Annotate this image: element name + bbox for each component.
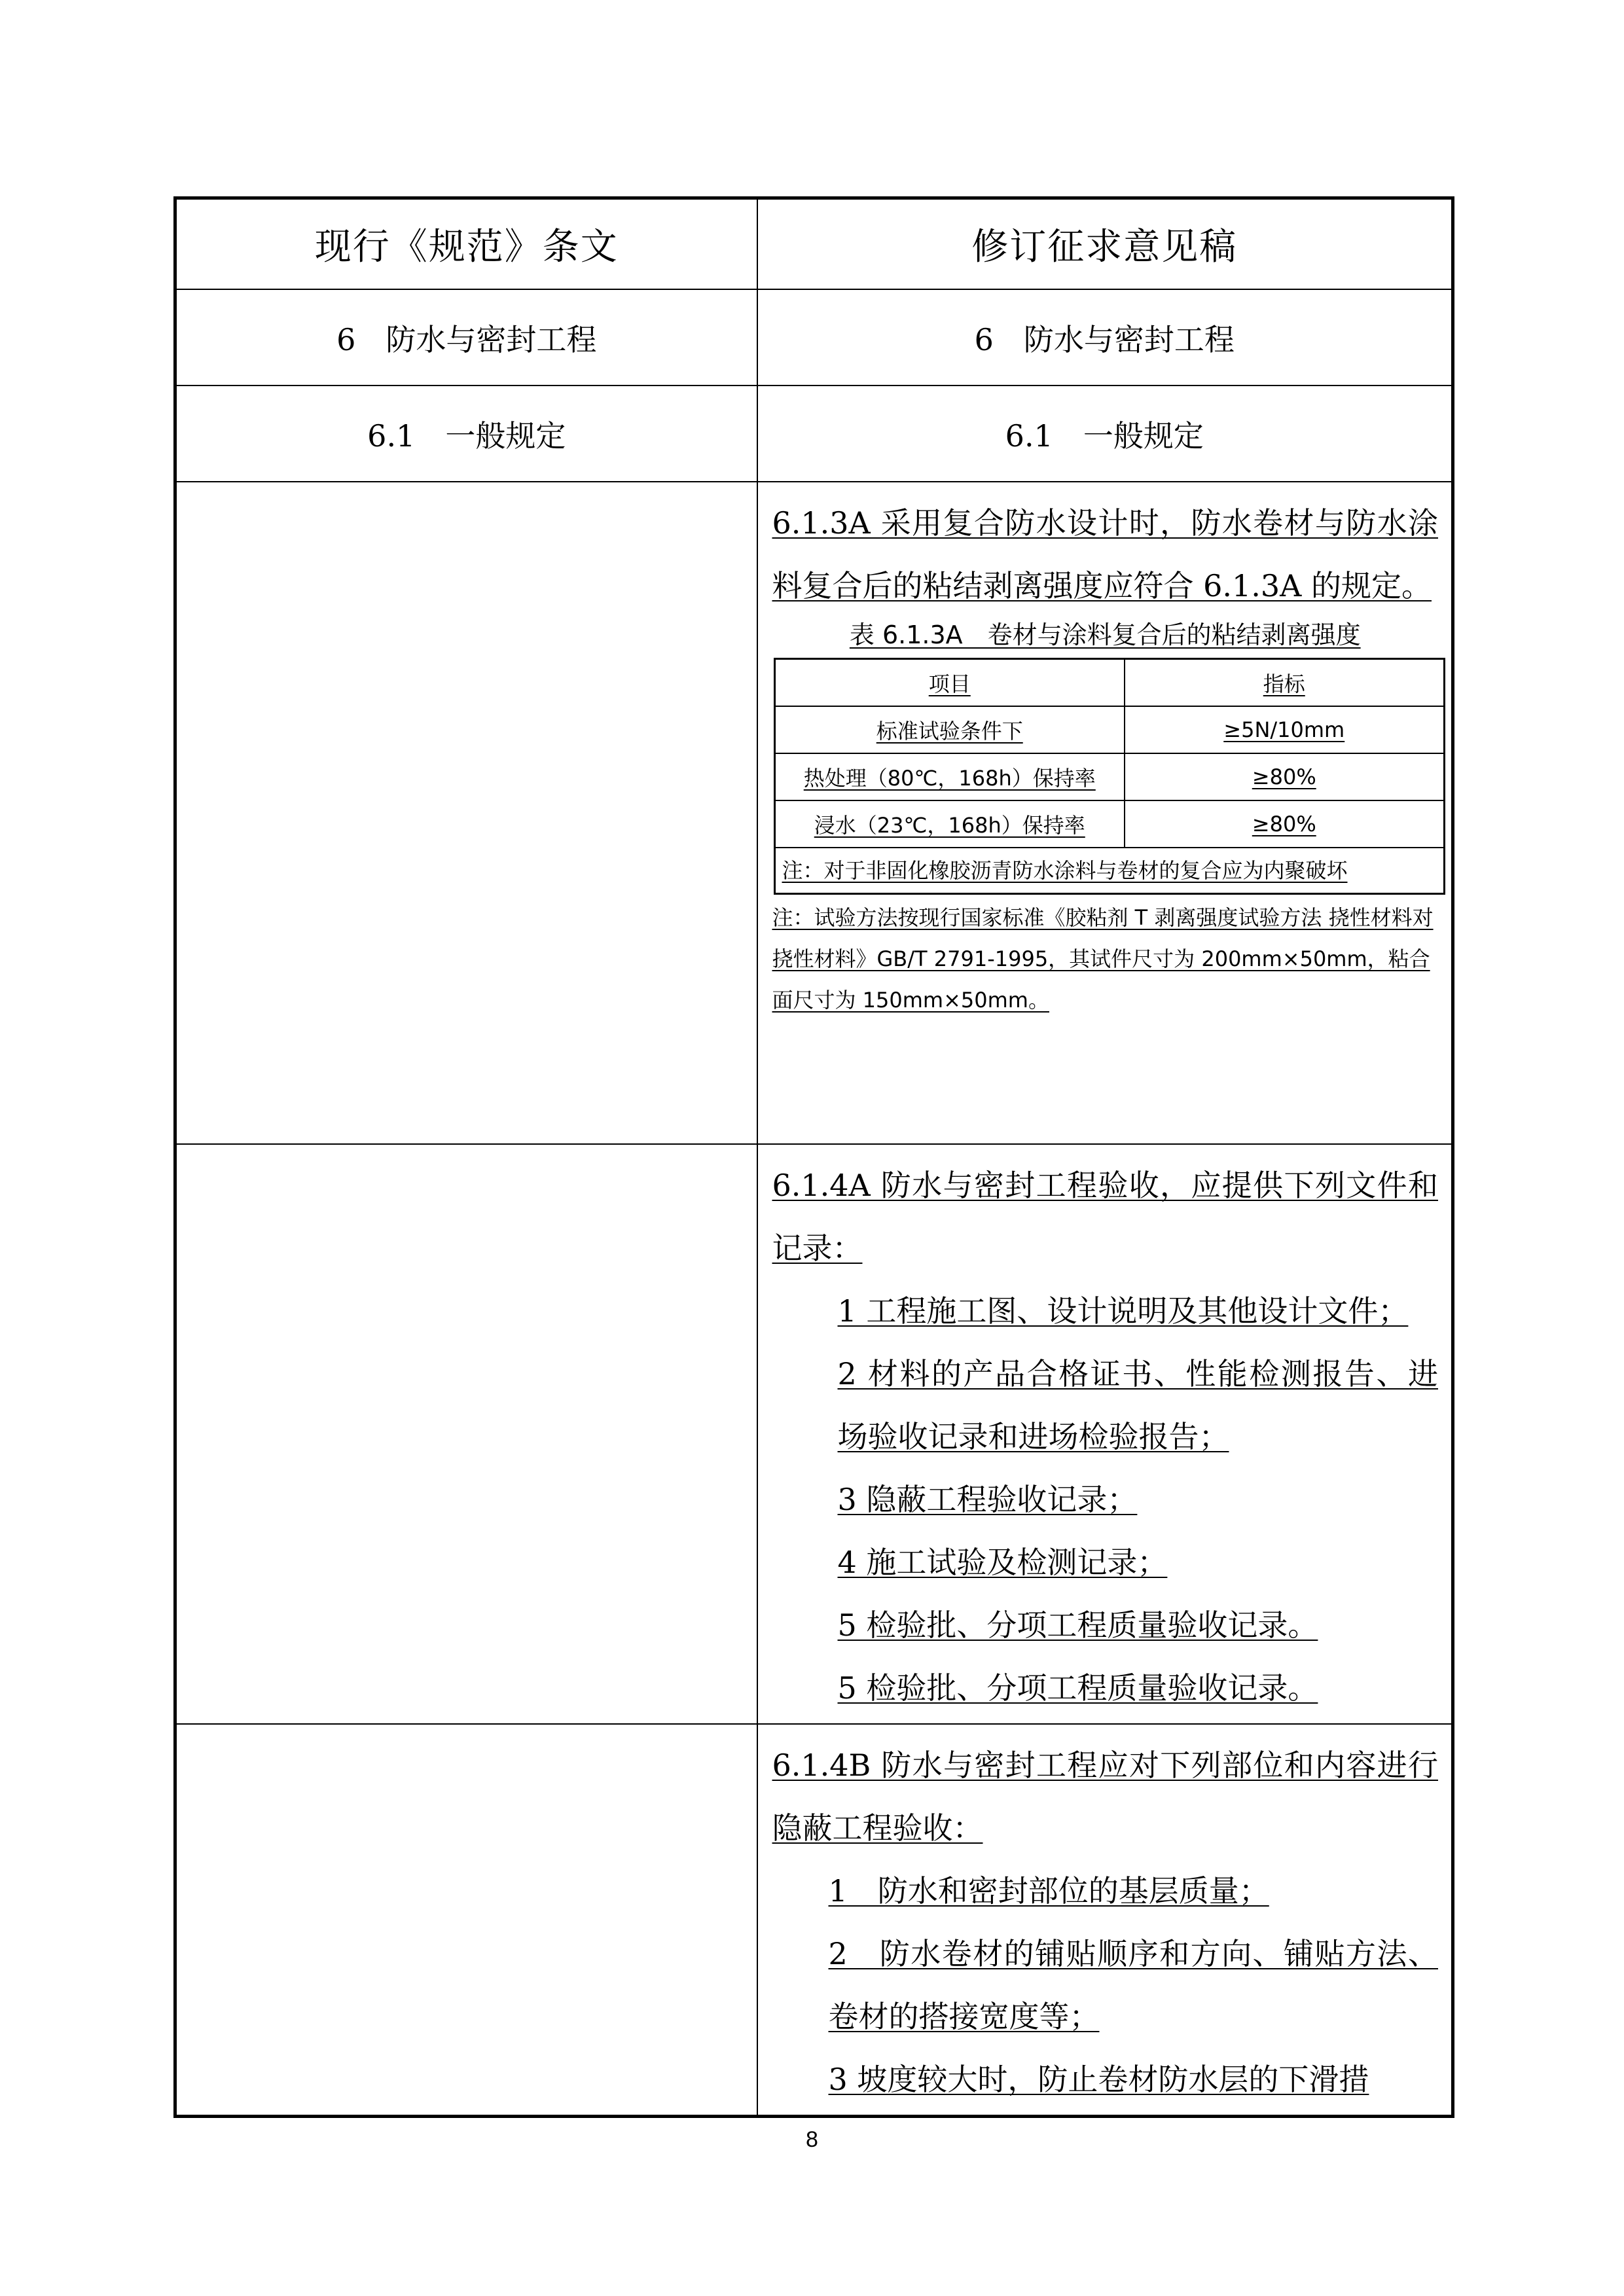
peel-strength-table (774, 658, 1445, 895)
inner-cell-value: ≥80% (1252, 812, 1316, 836)
inner-table-note: 注：对于非固化橡胶沥青防水涂料与卷材的复合应为内聚破坏 (782, 858, 1348, 883)
inner-table-row (774, 706, 1444, 753)
list-item: 4 施工试验及检测记录； (837, 1545, 1168, 1580)
clause-row-6-1-4b (175, 1724, 1453, 2117)
inner-cell-item: 浸水（23℃，168h）保持率 (814, 813, 1085, 838)
inner-header-item: 项目 (928, 672, 971, 696)
section-title-right: 6.1 一般规定 (757, 386, 1453, 482)
inner-cell-item: 标准试验条件下 (876, 719, 1023, 744)
header-current-clause: 现行《规范》条文 (175, 198, 757, 290)
empty-current-cell (175, 1144, 757, 1724)
chapter-row (175, 289, 1453, 386)
inner-cell-value: ≥80% (1252, 764, 1316, 789)
list-item: 3 隐蔽工程验收记录； (837, 1482, 1138, 1517)
inner-table-row (774, 800, 1444, 848)
list-item: 1 工程施工图、设计说明及其他设计文件； (837, 1293, 1409, 1329)
clause-6-1-4b-text: 6.1.4B 防水与密封工程应对下列部位和内容进行隐蔽工程验收： (772, 1748, 1438, 1846)
list-item: 2 材料的产品合格证书、性能检测报告、进场验收记录和进场检验报告； (837, 1356, 1438, 1454)
list-item: 5 检验批、分项工程质量验收记录。 (837, 1670, 1318, 1706)
empty-current-cell (175, 482, 757, 1144)
clause-row-6-1-3a (175, 482, 1453, 1144)
section-title-left: 6.1 一般规定 (175, 386, 757, 482)
header-revision-draft: 修订征求意见稿 (757, 198, 1453, 290)
revision-cell-6-1-4a (757, 1144, 1453, 1724)
section-row (175, 386, 1453, 482)
page-number: 8 (806, 2127, 818, 2152)
inner-table-header (774, 659, 1444, 707)
table-6-1-3a-caption: 表 6.1.3A 卷材与涂料复合后的粘结剥离强度 (849, 620, 1361, 649)
chapter-title-right: 6 防水与密封工程 (757, 289, 1453, 386)
empty-current-cell (175, 1724, 757, 2117)
clause-6-1-3a-text: 6.1.3A 采用复合防水设计时，防水卷材与防水涂料复合后的粘结剥离强度应符合 6.1.3A 的规定。 (772, 505, 1438, 603)
inner-header-index: 指标 (1263, 672, 1305, 696)
table-header-row (175, 198, 1453, 290)
inner-cell-value: ≥5N/10mm (1223, 717, 1345, 742)
chapter-title-left: 6 防水与密封工程 (175, 289, 757, 386)
list-item: 5 检验批、分项工程质量验收记录。 (837, 1607, 1318, 1643)
comparison-table (173, 196, 1454, 2118)
list-item: 1 防水和密封部位的基层质量； (828, 1873, 1269, 1909)
revision-cell-6-1-3a (757, 482, 1453, 1144)
inner-cell-item: 热处理（80℃，168h）保持率 (803, 766, 1096, 791)
clause-6-1-4a-text: 6.1.4A 防水与密封工程验收，应提供下列文件和记录： (772, 1168, 1438, 1266)
list-item: 3 坡度较大时，防止卷材防水层的下滑措 (828, 2062, 1369, 2097)
clause-row-6-1-4a (175, 1144, 1453, 1724)
revision-cell-6-1-4b (757, 1724, 1453, 2117)
inner-table-note-row (774, 848, 1444, 894)
inner-table-row (774, 753, 1444, 800)
test-method-note: 注：试验方法按现行国家标准《胶粘剂 T 剥离强度试验方法 挠性材料对挠性材料》GB/T 2791-1995，其试件尺寸为 200mm×50mm，粘合面尺寸为 150mm×50mm。 (772, 905, 1434, 1013)
list-item: 2 防水卷材的铺贴顺序和方向、铺贴方法、卷材的搭接宽度等； (828, 1936, 1438, 2034)
